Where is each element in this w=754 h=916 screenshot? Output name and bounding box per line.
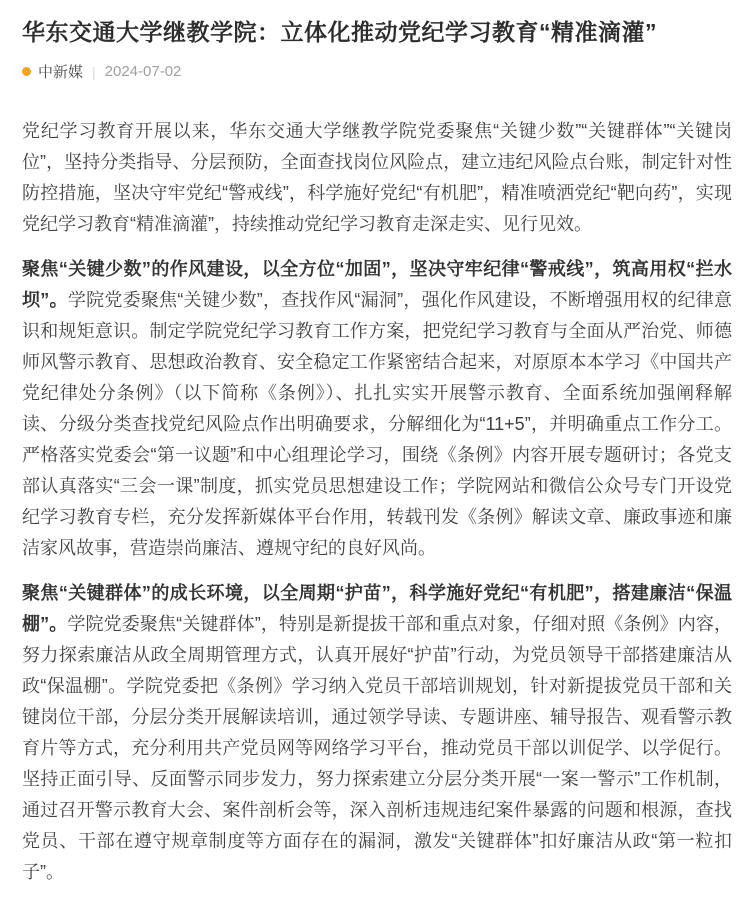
paragraph-key-group xyxy=(22,578,732,888)
paragraph-key-few xyxy=(22,254,732,564)
source-name: 中新媒 xyxy=(38,64,84,81)
meta-separator: | xyxy=(92,63,96,80)
paragraph-key-few-lead: 聚焦“关键少数”的作风建设，以全方位“加固”，坚决守牢纪律“警戒线”，筑高用权“拦水坝”。 xyxy=(22,259,732,310)
paragraph-key-few-text: 学院党委聚焦“关键少数”，查找作风“漏洞”，强化作风建设，不断增强用权的纪律意识和规矩意识。制定学院党纪学习教育工作方案，把党纪学习教育与全面从严治党、师德师风警示教育、思想政治教育、安全稳定工作紧密结合起来，对原原本本学习《中国共产党纪律处分条例》（以下简称《条例》）、扎扎实实开展警示教育、全面系统加强阐释解读、分级分类查找党纪风险点作出明确要求，分解细化为“11+5”，并明确重点工作分工。严格落实党委会“第一议题”和中心组理论学习，围绕《条例》内容开展专题研讨；各党支部认真落实“三会一课”制度，抓实党员思想建设工作；学院网站和微信公众号专门开设党纪学习教育专栏，充分发挥新媒体平台作用，转载刊发《条例》解读文章、廉政事迹和廉洁家风故事，营造崇尚廉洁、遵规守纪的良好风尚。 xyxy=(22,290,732,558)
paragraph-intro-text: 党纪学习教育开展以来，华东交通大学继教学院党委聚焦“关键少数”“关键群体”“关键岗位”，坚持分类指导、分层预防，全面查找岗位风险点，建立违纪风险点台账，制定针对性防控措施，坚决守牢党纪“警戒线”，科学施好党纪“有机肥”，精准喷洒党纪“靶向药”，实现党纪学习教育“精准滴灌”，持续推动党纪学习教育走深走实、见行见效。 xyxy=(22,121,732,234)
publish-date: 2024-07-02 xyxy=(104,63,182,80)
page-title: 华东交通大学继教学院：立体化推动党纪学习教育“精准滴灌” xyxy=(22,19,657,45)
article-body xyxy=(22,116,732,888)
paragraph-key-group-text: 学院党委聚焦“关键群体”，特别是新提拔干部和重点对象，仔细对照《条例》内容，努力探索廉洁从政全周期管理方式，认真开展好“护苗”行动，为党员领导干部搭建廉洁从政“保温棚”。学院党委把《条例》学习纳入党员干部培训规划，针对新提拔党员干部和关键岗位干部，分层分类开展解读培训，通过领学导读、专题讲座、辅导报告、观看警示教育片等方式，充分利用共产党员网等网络学习平台，推动党员干部以训促学、以学促行。坚持正面引导、反面警示同步发力，努力探索建立分层分类开展“一案一警示”工作机制，通过召开警示教育大会、案件剖析会等，深入剖析违规违纪案件暴露的问题和根源，查找党员、干部在遵守规章制度等方面存在的漏洞，激发“关键群体”扣好廉洁从政“第一粒扣子”。 xyxy=(22,614,732,882)
source-logo-icon xyxy=(22,67,31,76)
article-meta xyxy=(22,61,732,82)
paragraph-key-group-lead: 聚焦“关键群体”的成长环境，以全周期“护苗”，科学施好党纪“有机肥”，搭建廉洁“保温棚”。 xyxy=(22,583,732,634)
paragraph-intro xyxy=(22,116,732,240)
